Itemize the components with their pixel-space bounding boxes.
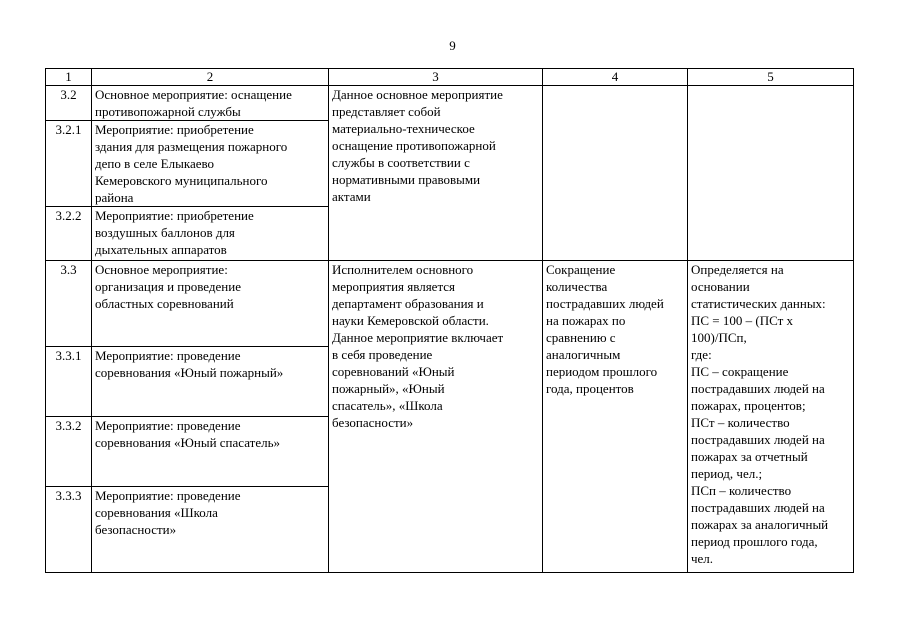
column-header-4: 4 (543, 69, 688, 86)
measure-description-cell (329, 261, 543, 573)
method-line: пожарах за отчетный (691, 449, 808, 464)
description-line: актами (332, 189, 371, 204)
method-line: где: (691, 347, 712, 362)
measure-name-line: соревнования «Юный спасатель» (95, 435, 281, 450)
description-line: спасатель», «Школа (332, 398, 443, 413)
method-line: пострадавших людей на (691, 432, 825, 447)
description-line: науки Кемеровской области. (332, 313, 489, 328)
row-number: 3.2 (46, 86, 92, 121)
description-line: службы в соответствии с (332, 155, 470, 170)
column-header-1: 1 (46, 69, 92, 86)
method-line: чел. (691, 551, 714, 566)
measure-name-cell (92, 86, 329, 121)
measure-name-line: Основное мероприятие: оснащение (95, 87, 292, 102)
measure-name-line: дыхательных аппаратов (95, 242, 227, 257)
description-line: представляет собой (332, 104, 441, 119)
measure-name-cell (92, 417, 329, 487)
method-line: Определяется на (691, 262, 784, 277)
column-header-5: 5 (688, 69, 854, 86)
column-header-2: 2 (92, 69, 329, 86)
method-line: ПС – сокращение (691, 364, 789, 379)
measure-name-line: Мероприятие: приобретение (95, 208, 254, 223)
measure-name-line: депо в селе Елыкаево (95, 156, 215, 171)
row-number: 3.3.2 (46, 417, 92, 487)
measure-name-line: Кемеровского муниципального (95, 173, 268, 188)
measure-name-line: района (95, 190, 134, 205)
indicator-line: сравнению с (546, 330, 616, 345)
method-line: пожарах, процентов; (691, 398, 806, 413)
page-number: 9 (449, 38, 456, 53)
measures-table (45, 68, 854, 573)
measure-name-line: противопожарной службы (95, 104, 241, 119)
method-cell-empty (688, 86, 854, 261)
measure-name-cell (92, 487, 329, 573)
indicator-line: на пожарах по (546, 313, 626, 328)
method-line: статистических данных: (691, 296, 826, 311)
measure-name-line: соревнования «Юный пожарный» (95, 365, 284, 380)
method-line: пожарах за аналогичный (691, 517, 829, 532)
row-number: 3.3 (46, 261, 92, 347)
description-line: безопасности» (332, 415, 414, 430)
indicator-line: Сокращение (546, 262, 616, 277)
row-number: 3.3.3 (46, 487, 92, 573)
description-line: нормативными правовыми (332, 172, 481, 187)
measure-description-cell (329, 86, 543, 261)
table-row-3-2 (46, 86, 854, 121)
row-number: 3.3.1 (46, 347, 92, 417)
method-line: ПС = 100 – (ПСт х (691, 313, 794, 328)
measure-name-cell (92, 121, 329, 207)
description-line: оснащение противопожарной (332, 138, 496, 153)
row-number: 3.2.2 (46, 207, 92, 261)
method-line: ПСт – количество (691, 415, 790, 430)
indicator-line: года, процентов (546, 381, 634, 396)
measure-name-cell (92, 261, 329, 347)
measure-name-line: Мероприятие: приобретение (95, 122, 254, 137)
measure-name-line: организация и проведение (95, 279, 241, 294)
measure-name-line: здания для размещения пожарного (95, 139, 288, 154)
description-line: соревнований «Юный (332, 364, 455, 379)
measure-name-line: Мероприятие: проведение (95, 418, 241, 433)
method-line: период, чел.; (691, 466, 763, 481)
indicator-line: периодом прошлого (546, 364, 658, 379)
measure-name-line: безопасности» (95, 522, 177, 537)
indicator-line: пострадавших людей (546, 296, 664, 311)
measure-name-cell (92, 207, 329, 261)
table-row-3-3 (46, 261, 854, 347)
measure-name-line: Основное мероприятие: (95, 262, 228, 277)
indicator-line: аналогичным (546, 347, 621, 362)
method-line: пострадавших людей на (691, 500, 825, 515)
measure-name-cell (92, 347, 329, 417)
calculation-method-cell (688, 261, 854, 573)
measure-name-line: областных соревнований (95, 296, 234, 311)
method-line: ПСп – количество (691, 483, 792, 498)
method-line: пострадавших людей на (691, 381, 825, 396)
table-header-row (46, 69, 854, 86)
measure-name-line: Мероприятие: проведение (95, 488, 241, 503)
description-line: департамент образования и (332, 296, 484, 311)
indicator-cell (543, 261, 688, 573)
description-line: материально-техническое (332, 121, 475, 136)
method-line: 100)/ПСп, (691, 330, 747, 345)
description-line: Исполнителем основного (332, 262, 474, 277)
indicator-line: количества (546, 279, 608, 294)
description-line: в себя проведение (332, 347, 433, 362)
column-header-3: 3 (329, 69, 543, 86)
description-line: мероприятия является (332, 279, 456, 294)
indicator-cell-empty (543, 86, 688, 261)
description-line: пожарный», «Юный (332, 381, 445, 396)
description-line: Данное основное мероприятие (332, 87, 503, 102)
description-line: Данное мероприятие включает (332, 330, 504, 345)
measure-name-line: воздушных баллонов для (95, 225, 235, 240)
row-number: 3.2.1 (46, 121, 92, 207)
measure-name-line: соревнования «Школа (95, 505, 218, 520)
method-line: период прошлого года, (691, 534, 818, 549)
measure-name-line: Мероприятие: проведение (95, 348, 241, 363)
method-line: основании (691, 279, 750, 294)
